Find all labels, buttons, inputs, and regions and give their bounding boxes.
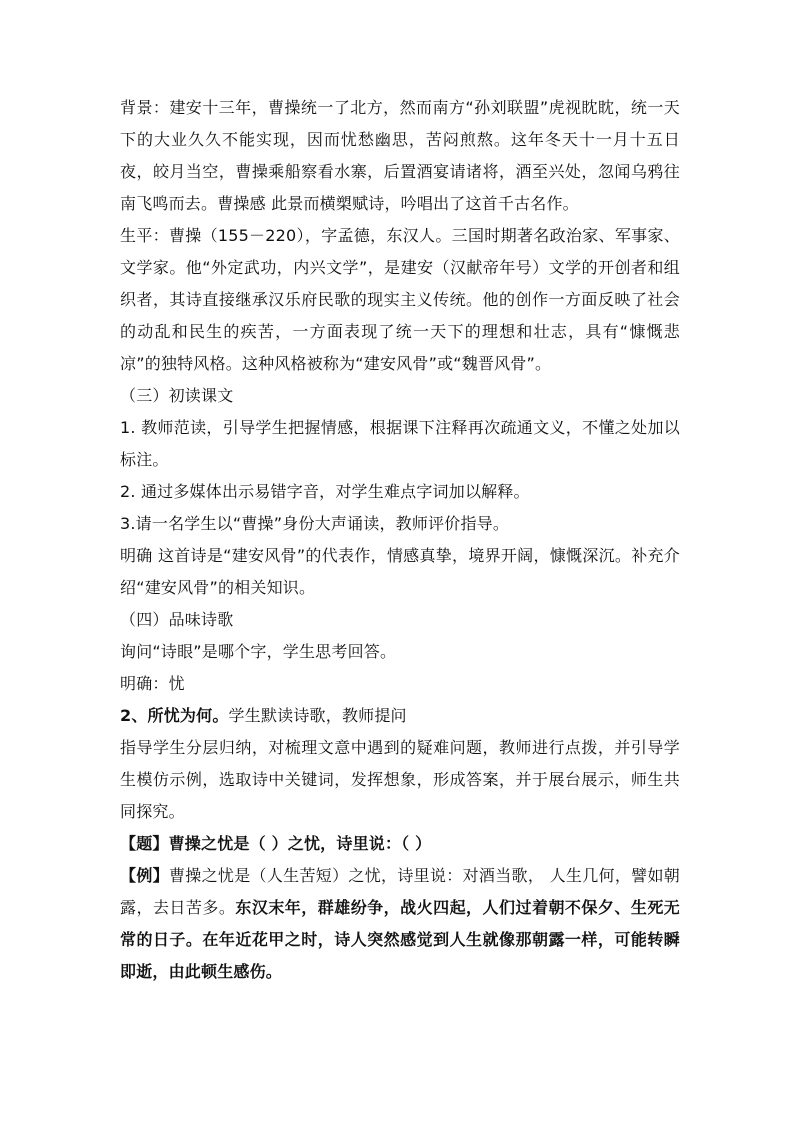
answer-paragraph: 明确：忧 <box>120 674 185 693</box>
topic-prompt-paragraph: 【题】曹操之忧是（ ）之忧，诗里说：（ ） <box>120 834 432 853</box>
example-text: 曹操之忧是（人生苦短）之忧，诗里说：对酒当歌， 人生几何，譬如朝露，去日苦多。 <box>120 866 680 917</box>
step-3-paragraph: 3.请一名学生以“曹操”身份大声诵读，教师评价指导。 <box>120 514 510 533</box>
section-heading-appreciation: （四）品味诗歌 <box>120 610 234 629</box>
example-emphasis: 东汉末年，群雄纷争，战火四起，人们过着朝不保夕、生死无常的日子。在年近花甲之时，诗人突然感觉到人生就像那朝露一样，可能转瞬即逝，由此顿生感伤。 <box>120 898 680 981</box>
question-2-text: 学生默读诗歌，教师提问 <box>228 706 407 725</box>
question-2-paragraph <box>120 700 680 732</box>
example-paragraph <box>120 860 680 988</box>
example-label: 【例】 <box>120 866 169 885</box>
step-2-paragraph: 2. 通过多媒体出示易错字音，对学生难点字词加以解释。 <box>120 482 530 501</box>
question-2-label: 2、所忧为何。 <box>120 706 229 725</box>
step-1-paragraph: 1. 教师范读，引导学生把握情感，根据课下注释再次疏通文义，不懂之处加以标注。 <box>120 418 680 469</box>
question-paragraph: 询问“诗眼”是哪个字，学生思考回答。 <box>120 642 397 661</box>
guidance-paragraph: 指导学生分层归纳，对梳理文意中遇到的疑难问题，教师进行点拨，并引导学生模仿示例，选取诗中关键词，发挥想象，形成答案，并于展台展示，师生共同探究。 <box>120 738 680 821</box>
document-content <box>120 92 680 988</box>
biography-paragraph: 生平：曹操（155－220），字孟德，东汉人。三国时期著名政治家、军事家、文学家。他“外定武功，内兴文学”，是建安（汉献帝年号）文学的开创者和组织者，其诗直接继承汉乐府民歌的现实主义传统。他的创作一方面反映了社会的动乱和民生的疾苦，一方面表现了统一天下的理想和壮志，具有“慷慨悲凉”的独特风格。这种风格被称为“建安风骨”或“魏晋风骨”。 <box>120 226 680 373</box>
clarification-paragraph: 明确 这首诗是“建安风骨”的代表作，情感真挚，境界开阔，慷慨深沉。补充介绍“建安风骨”的相关知识。 <box>120 546 680 597</box>
section-heading-initial-reading: （三）初读课文 <box>120 386 234 405</box>
background-paragraph: 背景：建安十三年，曹操统一了北方，然而南方“孙刘联盟”虎视眈眈，统一天下的大业久久不能实现，因而忧愁幽思，苦闷煎熬。这年冬天十一月十五日夜，皎月当空，曹操乘船察看水寨，后置酒宴请诸将，酒至兴处，忽闻乌鸦往南飞鸣而去。曹操感 此景而横槊赋诗，吟唱出了这首千古名作。 <box>120 98 680 213</box>
